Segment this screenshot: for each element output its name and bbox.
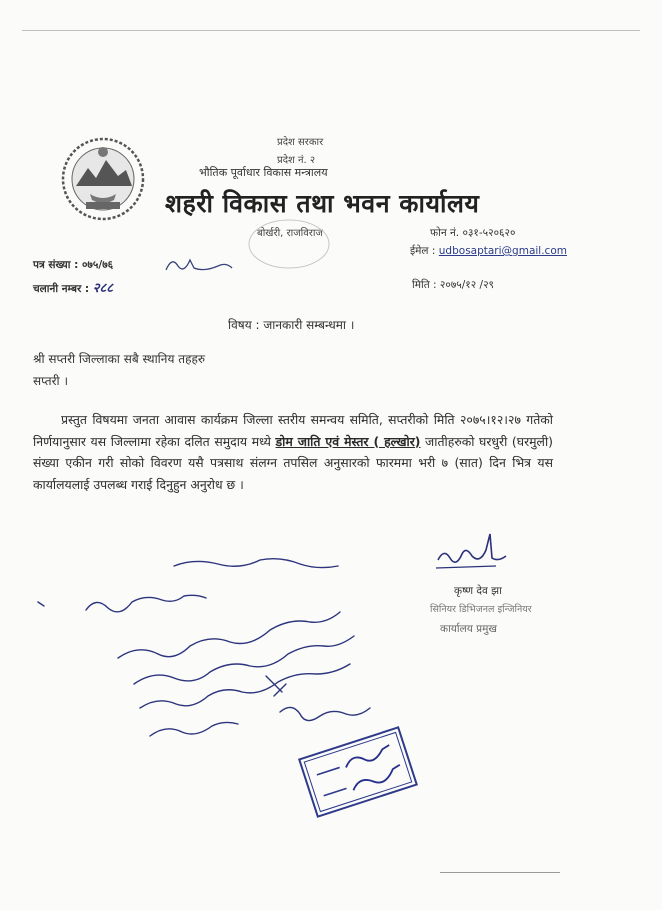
phone-number: फोन नं. ०३१-५२०६२०: [430, 227, 516, 239]
letter-date: मिति : २०७५/१२ /२९: [412, 279, 495, 291]
body-part2: जातीहरुको घरधुरी (घरमुली) संख्या एकीन गरी सोको विवरण यसै पत्रसाथ संलग्न तपसिल अनुसारको फारममा भरी ७ (सात) दिन भित्र यस कार्यालयलाई उपलब्ध गराई दिनुहुन अनुरोध छ ।: [33, 433, 553, 492]
dispatch-label: चलानी नम्बर :: [33, 283, 90, 295]
ministry-line: भौतिक पूर्वाधार विकास मन्त्रालय: [199, 166, 328, 179]
office-title: शहरी विकास तथा भवन कार्यालय: [165, 189, 480, 218]
nepal-emblem-icon: [60, 136, 146, 222]
body-part1: प्रस्तुत विषयमा जनता आवास कार्यक्रम जिल्ला स्तरीय समन्वय समिति, सप्तरीको मिति २०७५।१२।२७ गतेको निर्णयानुसार यस जिल्लामा रहेका दलित समुदाय मध्ये: [33, 412, 553, 449]
office-head: कार्यालय प्रमुख: [440, 623, 497, 635]
recipient-line1: श्री सप्तरी जिल्लाका सबै स्थानिय तहहरु: [33, 352, 205, 366]
signature-mark: [432, 528, 512, 578]
received-stamp: [296, 718, 420, 826]
body-highlight: डोम जाति एवं मेस्तर ( हल्खोर): [275, 433, 421, 449]
faint-office-seal: [246, 216, 332, 272]
recipient-line2: सप्तरी ।: [33, 374, 69, 388]
letter-number: पत्र संख्या : ०७५/७६: [33, 259, 114, 271]
office-location: बोर्खरी, राजविराज: [257, 228, 323, 239]
email-link[interactable]: udbosaptari@gmail.com: [438, 245, 567, 257]
signatory-name: कृष्ण देव झा: [454, 585, 502, 597]
signatory-title: सिनियर डिभिजनल इन्जिनियर: [430, 604, 532, 615]
govt-line: प्रदेश सरकार: [277, 137, 324, 148]
letter-subject: विषय : जानकारी सम्बन्धमा ।: [228, 318, 355, 332]
province-line: प्रदेश नं. २: [277, 155, 316, 166]
bottom-rule: [440, 872, 560, 873]
letter-body: [33, 409, 553, 495]
dispatch-number: २८८: [92, 281, 114, 296]
top-rule: [22, 30, 640, 31]
email-label: ईमेल :: [410, 245, 436, 257]
handwritten-initials: [164, 252, 234, 276]
